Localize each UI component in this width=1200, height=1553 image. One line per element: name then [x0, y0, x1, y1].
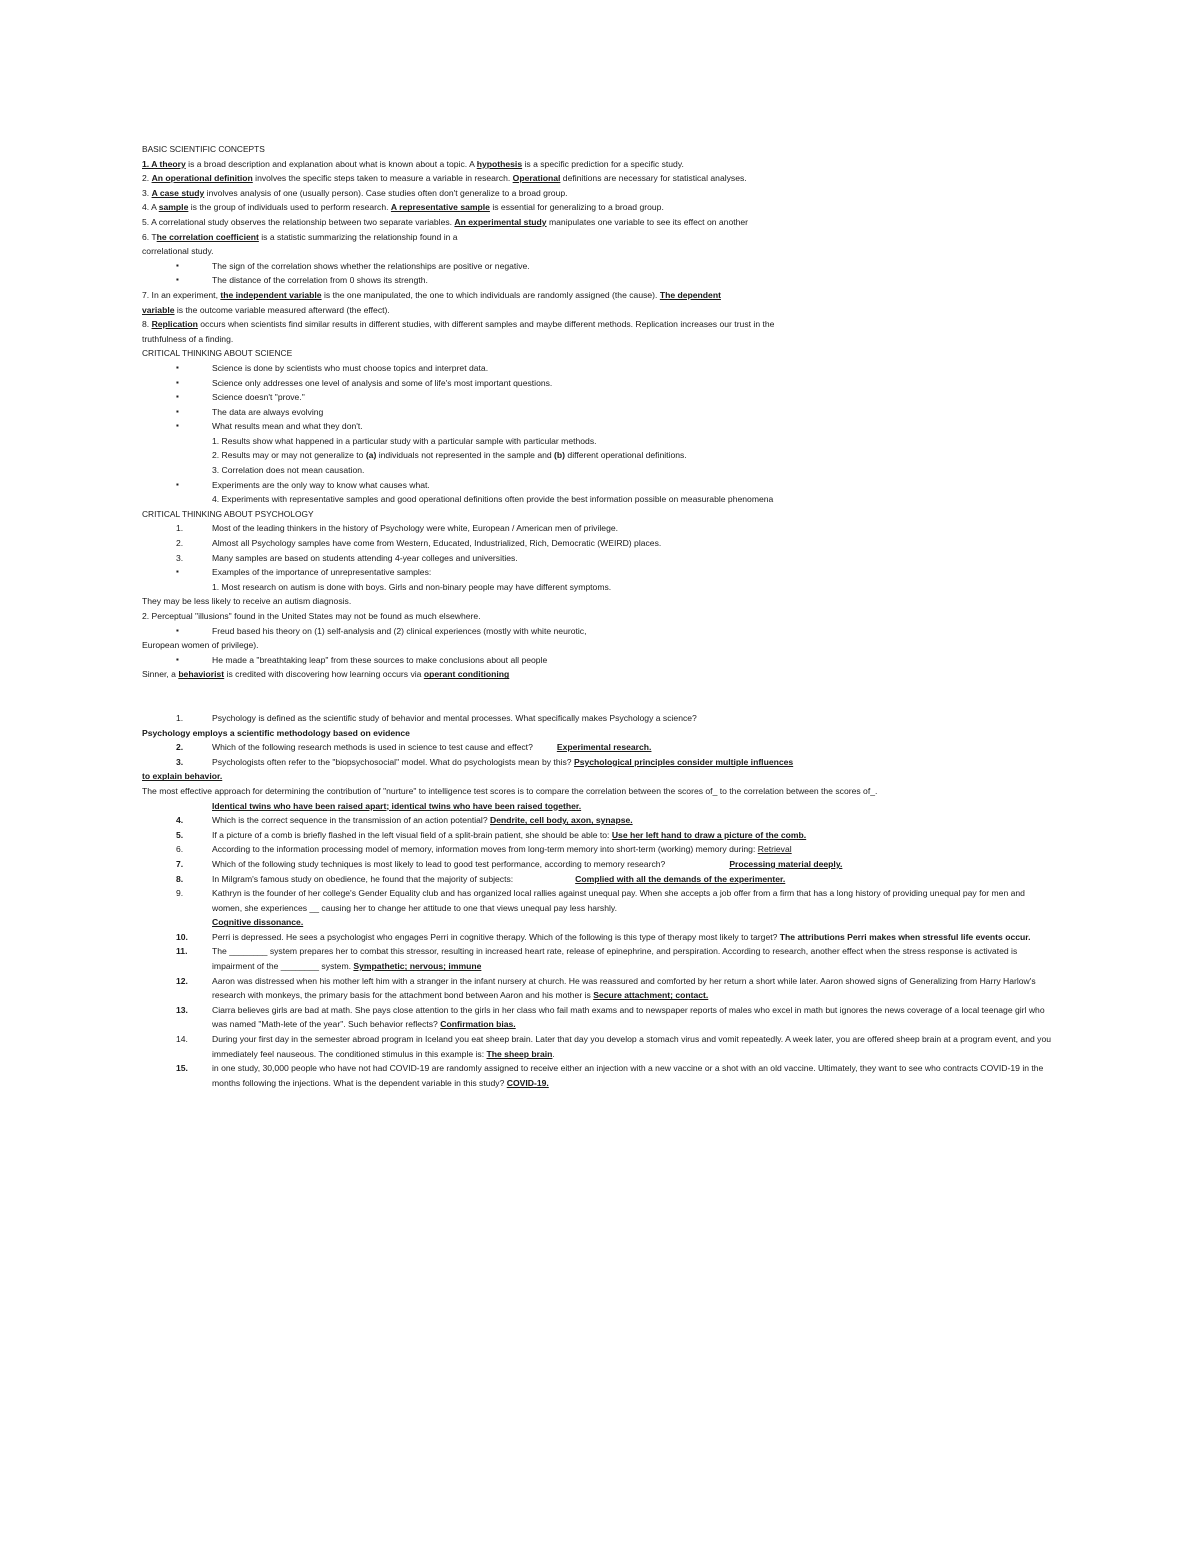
- question-item: 15. in one study, 30,000 people who have not had COVID-19 are randomly assigned to receive either an injection with a new vaccine or a shot with an old vaccine. Ultimately, they want to see who contracts COVID-19 in the months following the injections. What is the dependent variable in this study? COVID-19.: [176, 1063, 1044, 1088]
- question-item: 5. If a picture of a comb is briefly flashed in the left visual field of a split-brain patient, she should be able to: Use her left hand to draw a picture of the comb.: [176, 829, 807, 840]
- bullet-item: ▪ Freud based his theory on (1) self-analysis and (2) clinical experiences (mostly with white neurotic,: [142, 624, 1057, 639]
- sub-item: 1. Results show what happened in a particular study with a particular sample with particular methods.: [212, 435, 597, 446]
- question-item: 10. Perri is depressed. He sees a psychologist who engages Perri in cognitive therapy. Which of the following is this type of therapy most likely to target? The attributions Perri makes when stressful life events occur.: [176, 931, 1031, 942]
- bullet-icon: ▪: [176, 567, 179, 577]
- line-theory: 1. A theory is a broad description and explanation about what is known about a topic. A hypothesis is a specific prediction for a specific study.: [142, 158, 684, 169]
- line-dependent-variable: variable is the outcome variable measured afterward (the effect).: [142, 304, 390, 315]
- question-item: 6. According to the information processing model of memory, information moves from long-term memory into short-term (working) memory during: Retrieval: [176, 844, 792, 855]
- question-item: 1. Psychology is defined as the scientific study of behavior and mental processes. What specifically makes Psychology a science?: [176, 712, 697, 723]
- bullet-item: ▪ The sign of the correlation shows whether the relationships are positive or negative.: [142, 259, 1057, 274]
- numbered-item: 3. Many samples are based on students attending 4-year colleges and universities.: [176, 552, 518, 563]
- sub-item: 3. Correlation does not mean causation.: [212, 465, 365, 476]
- question-item: 9. Kathryn is the founder of her college's Gender Equality club and has organized local rallies against unequal pay. When she accepts a job offer from a firm that has a long history of providing unequal pay for men and women, she experiences __ causing her to change her attitude to one that views unequal pay less harshly. Cognitive dissonance.: [176, 888, 1025, 928]
- spacer: [142, 682, 1057, 711]
- bullet-icon: ▪: [176, 260, 179, 270]
- bullet-icon: ▪: [176, 479, 179, 489]
- line-independent-variable: 7. In an experiment, the independent variable is the one manipulated, the one to which individuals are randomly assigned (the cause). The dependent: [142, 289, 721, 300]
- line-correlational-study: 5. A correlational study observes the relationship between two separate variables. An experimental study manipulates one variable to see its effect on another: [142, 216, 749, 227]
- bullet-icon: ▪: [176, 392, 179, 402]
- bullet-icon: ▪: [176, 275, 179, 285]
- document-body: [142, 142, 1057, 1090]
- bullet-item: ▪ The distance of the correlation from 0 shows its strength.: [142, 273, 1057, 288]
- question-item: 11. The ________ system prepares her to combat this stressor, resulting in increased heart rate, release of epinephrine, and perspiration. According to research, another effect when the stress response is activated is impairment of the ________ system. Sympathetic; nervous; immune: [176, 946, 1018, 972]
- line-operational-definition: 2. An operational definition involves the specific steps taken to measure a variable in research. Operational definitions are necessary for statistical analyses.: [142, 173, 747, 184]
- question-item: 7. Which of the following study techniques is most likely to lead to good test performance, according to memory research? Processing material deeply.: [176, 858, 843, 869]
- line-correlation-coefficient: 6. The correlation coefficient is a statistic summarizing the relationship found in a: [142, 231, 458, 242]
- sub-item: 2. Results may or may not generalize to (a) individuals not represented in the sample and (b) different operational definitions.: [212, 450, 687, 461]
- bullet-icon: ▪: [176, 377, 179, 387]
- answer-line: Identical twins who have been raised apart; identical twins who have been raised together.: [212, 800, 582, 811]
- section-heading-critical-psychology: CRITICAL THINKING ABOUT PSYCHOLOGY: [142, 508, 314, 519]
- question-item: 4. Which is the correct sequence in the transmission of an action potential? Dendrite, cell body, axon, synapse.: [176, 815, 633, 826]
- bullet-icon: ▪: [176, 654, 179, 664]
- bullet-item: ▪ Science only addresses one level of analysis and some of life's most important questions.: [142, 376, 1057, 391]
- bullet-item: ▪ Science doesn't "prove.": [142, 390, 1057, 405]
- line-correlational-study-cont: correlational study.: [142, 246, 214, 257]
- bullet-item: ▪ Experiments are the only way to know what causes what.: [142, 478, 1057, 493]
- bullet-item: ▪ Examples of the importance of unrepresentative samples:: [142, 565, 1057, 580]
- text-line: They may be less likely to receive an autism diagnosis.: [142, 596, 352, 607]
- answer-line: to explain behavior.: [142, 771, 223, 782]
- question-item: 12. Aaron was distressed when his mother left him with a stranger in the infant nursery at church. He was reassured and comforted by her return a short while later. Aaron showed signs of Generalizing from Harry Harlow's research with monkeys, the primary basis for the attachment bond between Aaron and his mother is Secure attachment; contact.: [176, 975, 1036, 1001]
- line-replication-cont: truthfulness of a finding.: [142, 333, 234, 344]
- bullet-item: ▪ Science is done by scientists who must choose topics and interpret data.: [142, 361, 1057, 376]
- question-item: 8. In Milgram's famous study on obedience, he found that the majority of subjects: Complied with all the demands of the experimenter.: [176, 873, 786, 884]
- bullet-item: ▪ What results mean and what they don't.: [142, 419, 1057, 434]
- text-line: 2. Perceptual "illusions" found in the United States may not be found as much elsewhere.: [142, 611, 481, 621]
- numbered-item: 2. Almost all Psychology samples have come from Western, Educated, Industrialized, Rich, Democratic (WEIRD) places.: [176, 538, 662, 549]
- bullet-icon: ▪: [176, 406, 179, 416]
- bullet-icon: ▪: [176, 421, 179, 431]
- bullet-icon: ▪: [176, 625, 179, 635]
- line-case-study: 3. A case study involves analysis of one (usually person). Case studies often don't generalize to a broad group.: [142, 187, 568, 198]
- line-sample: 4. A sample is the group of individuals used to perform research. A representative sample is essential for generalizing to a broad group.: [142, 202, 664, 213]
- numbered-item: 1. Most of the leading thinkers in the history of Psychology were white, European / American men of privilege.: [176, 523, 619, 534]
- bullet-icon: ▪: [176, 362, 179, 372]
- bullet-item: ▪ The data are always evolving: [142, 405, 1057, 420]
- question-item: 14. During your first day in the semester abroad program in Iceland you eat sheep brain. Later that day you develop a stomach virus and vomit repeatedly. A week later, you are offered sheep brain at a program event, and you immediately feel nauseous. The conditioned stimulus in this example is: The sheep brain.: [176, 1034, 1052, 1059]
- answer-line: Psychology employs a scientific methodology based on evidence: [142, 727, 410, 738]
- sub-item: 1. Most research on autism is done with boys. Girls and non-binary people may have different symptoms.: [212, 581, 612, 592]
- line-replication: 8. Replication occurs when scientists find similar results in different studies, with different samples and maybe different methods. Replication increases our trust in the: [142, 319, 775, 330]
- text-line: European women of privilege).: [142, 640, 259, 651]
- question-text: The most effective approach for determining the contribution of "nurture" to intelligence test scores is to compare the correlation between the scores of_ to the correlation between the scores of_.: [142, 785, 878, 796]
- section-heading-critical-science: CRITICAL THINKING ABOUT SCIENCE: [142, 348, 293, 359]
- question-item: 2. Which of the following research methods is used in science to test cause and effect? Experimental research.: [176, 742, 652, 753]
- bullet-item: ▪ He made a "breathtaking leap" from these sources to make conclusions about all people: [142, 653, 1057, 668]
- sub-item: 4. Experiments with representative samples and good operational definitions often provide the best information possible on measurable phenomena: [212, 494, 774, 505]
- section-heading-basic: BASIC SCIENTIFIC CONCEPTS: [142, 144, 265, 154]
- question-item: 13. Ciarra believes girls are bad at math. She pays close attention to the girls in her class who fail math exams and to newspaper reports of males who excel in math but ignores the news coverage of a local teenage girl who was named "Math-lete of the year". Such behavior reflects? Confirmation bias.: [176, 1004, 1045, 1030]
- question-item: 3. Psychologists often refer to the "biopsychosocial" model. What do psychologists mean by this? Psychological principles consider multiple influences: [176, 756, 794, 767]
- line-behaviorist: Sinner, a behaviorist is credited with discovering how learning occurs via operant conditioning: [142, 669, 510, 680]
